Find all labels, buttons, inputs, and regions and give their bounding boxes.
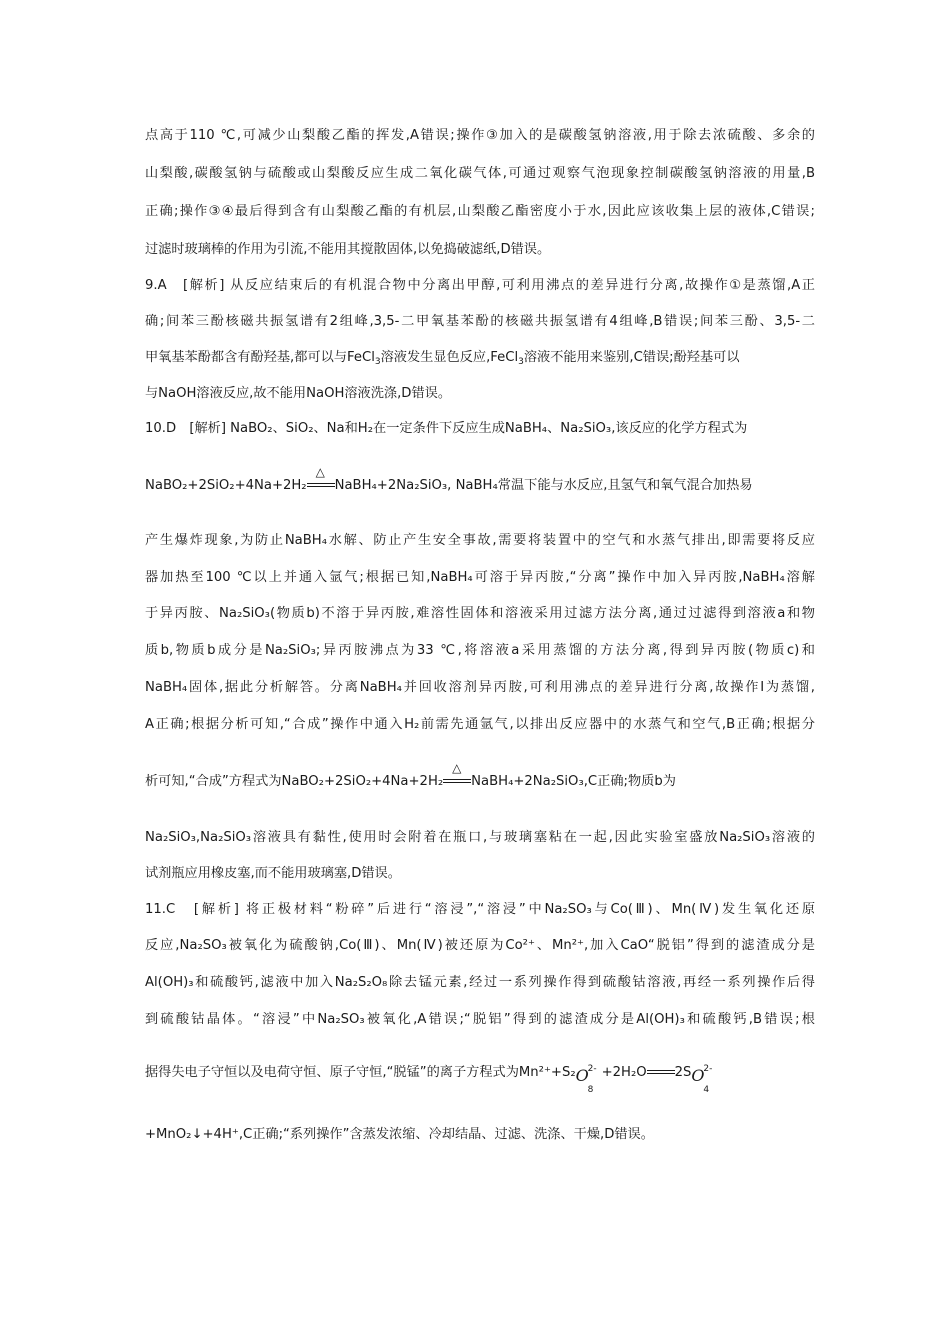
text-line: 反应,Na₂SO₃被氧化为硫酸钠,Co(Ⅲ)、Mn(Ⅳ)被还原为Co²⁺、Mn²⁺,加入CaO“脱铝”得到的滤渣成分是 [145, 938, 815, 953]
text-line: 正确;操作③④最后得到含有山梨酸乙酯的有机层,山梨酸乙酯密度小于水,因此应该收集上层的液体,C错误; [145, 204, 815, 219]
heat-equals-sign: △ [443, 776, 471, 786]
text-line: 到硫酸钴晶体。“溶浸”中Na₂SO₃被氧化,A错误;“脱铝”得到的滤渣成分是Al(OH)₃和硫酸钙,B错误;根 [145, 1012, 815, 1027]
text-line: NaBH₄固体,据此分析解答。分离NaBH₄并回收溶剂异丙胺,可利用沸点的差异进行分离,故操作Ⅰ为蒸馏, [145, 680, 815, 695]
heat-equals-sign: △ [307, 480, 335, 490]
text-line: 于异丙胺、Na₂SiO₃(物质b)不溶于异丙胺,难溶性固体和溶液采用过滤方法分离,通过过滤得到溶液a和物 [145, 606, 815, 621]
text-line: 质b,物质b成分是Na₂SiO₃;异丙胺沸点为33 ℃,将溶液a采用蒸馏的方法分离,得到异丙胺(物质c)和 [145, 643, 815, 658]
text-line: 与NaOH溶液反应,故不能用NaOH溶液洗涤,D错误。 [145, 386, 452, 401]
s2o8-ion: O 2- 8 [575, 1064, 597, 1095]
text-line: 甲氧基苯酚都含有酚羟基,都可以与FeCl$_3$溶液发生显色反应,FeCl$_3$溶液不能用来鉴别,C错误;酚羟基可以 [145, 350, 740, 367]
text-line: 试剂瓶应用橡皮塞,而不能用玻璃塞,D错误。 [145, 866, 401, 881]
text-line: +MnO₂↓+4H⁺,C正确;“系列操作”含蒸发浓缩、冷却结晶、过滤、洗涤、干燥,D错误。 [145, 1127, 654, 1142]
text-line: 产生爆炸现象,为防止NaBH₄水解、防止产生安全事故,需要将装置中的空气和水蒸气排出,即需要将反应 [145, 533, 815, 548]
text-line: 过滤时玻璃棒的作用为引流,不能用其搅散固体,以免捣破滤纸,D错误。 [145, 242, 551, 257]
equation-line: 析可知,“合成”方程式为NaBO₂+2SiO₂+4Na+2H₂ △ NaBH₄+2Na₂SiO₃,C正确;物质b为 [145, 761, 676, 789]
so4-ion: O 2- 4 [691, 1064, 713, 1095]
answer-10: 10.D [解析] NaBO₂、SiO₂、Na和H₂在一定条件下反应生成NaBH₄、Na₂SiO₃,该反应的化学方程式为 [145, 421, 748, 436]
text-line: A正确;根据分析可知,“合成”操作中通入H₂前需先通氩气,以排出反应器中的水蒸气和空气,B正确;根据分 [145, 717, 815, 732]
equation-line: NaBO₂+2SiO₂+4Na+2H₂ △ NaBH₄+2Na₂SiO₃, NaBH₄常温下能与水反应,且氢气和氧气混合加热易 [145, 465, 753, 493]
answer-9: 9.A [解析] 从反应结束后的有机混合物中分离出甲醇,可利用沸点的差异进行分离,故操作①是蒸馏,A正 [145, 278, 815, 293]
text-line: 点高于110 ℃,可减少山梨酸乙酯的挥发,A错误;操作③加入的是碳酸氢钠溶液,用于除去浓硫酸、多余的 [145, 128, 815, 143]
text-line: Al(OH)₃和硫酸钙,滤液中加入Na₂S₂O₈除去锰元素,经过一系列操作得到硫酸钴溶液,再经一系列操作后得 [145, 975, 815, 990]
text-line: Na₂SiO₃,Na₂SiO₃溶液具有黏性,使用时会附着在瓶口,与玻璃塞粘在一起,因此实验室盛放Na₂SiO₃溶液的 [145, 830, 815, 845]
equation-line: 据得失电子守恒以及电荷守恒、原子守恒,“脱锰”的离子方程式为Mn²⁺+S₂ O 2- 8 +2H₂O 2S O 2- 4 [145, 1062, 815, 1083]
answer-11: 11.C [解析] 将正极材料“粉碎”后进行“溶浸”,“溶浸”中Na₂SO₃与Co(Ⅲ)、Mn(Ⅳ)发生氧化还原 [145, 902, 815, 917]
text-line: 山梨酸,碳酸氢钠与硫酸或山梨酸反应生成二氧化碳气体,可通过观察气泡现象控制碳酸氢钠溶液的用量,B [145, 166, 815, 181]
text-line: 确;间苯三酚核磁共振氢谱有2组峰,3,5-二甲氧基苯酚的核磁共振氢谱有4组峰,B错误;间苯三酚、3,5-二 [145, 314, 815, 329]
equals-sign [647, 1067, 675, 1077]
text-line: 器加热至100 ℃以上并通入氩气;根据已知,NaBH₄可溶于异丙胺,“分离”操作中加入异丙胺,NaBH₄溶解 [145, 570, 815, 585]
